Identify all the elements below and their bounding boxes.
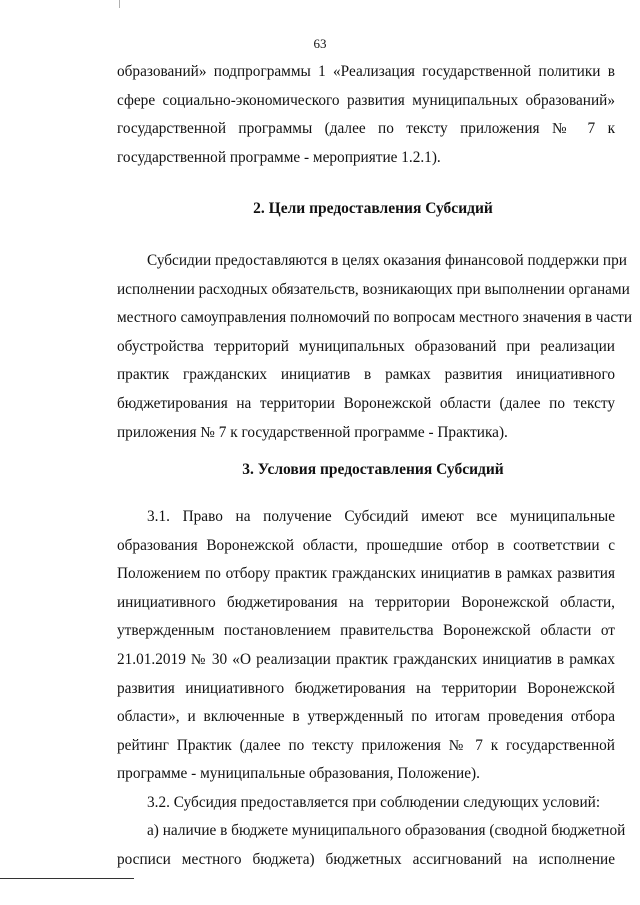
text-line: местного самоуправления полномочий по вопросам местного значения в части: [117, 309, 633, 327]
text-line: инициативного бюджетирования на территории Воронежской области,: [117, 593, 615, 611]
section-3-2-item-a: [117, 817, 626, 874]
text-line: Положением по отбору практик гражданских инициатив в рамках развития: [117, 565, 615, 583]
footnote-rule: [0, 878, 134, 879]
intro-paragraph: [117, 58, 615, 172]
text-line: 3.2. Субсидия предоставляется при соблюдении следующих условий:: [147, 794, 601, 811]
text-line: а) наличие в бюджете муниципального образования (сводной бюджетной: [147, 822, 626, 839]
text-line: приложения № 7 к государственной программе - Практика).: [117, 423, 508, 441]
text-line: 3.1. Право на получение Субсидий имеют все муниципальные: [147, 508, 615, 525]
text-line: государственной программе - мероприятие 1.2.1).: [117, 148, 441, 166]
text-line: утвержденным постановлением правительства Воронежской области от: [117, 622, 615, 640]
text-line: Субсидии предоставляются в целях оказания финансовой поддержки при: [147, 252, 627, 269]
text-line: образований» подпрограммы 1 «Реализация государственной политики в: [117, 63, 615, 80]
section-2-paragraph: [117, 247, 633, 447]
section-2-heading: 2. Цели предоставления Субсидий: [253, 200, 493, 217]
scan-mark: [119, 0, 120, 8]
text-line: исполнении расходных обязательств, возникающих при выполнении органами: [117, 280, 630, 298]
text-line: росписи местного бюджета) бюджетных ассигнований на исполнение: [117, 850, 615, 868]
text-line: обустройства территорий муниципальных образований при реализации: [117, 337, 615, 355]
text-line: области», и включенные в утвержденный по итогам проведения отбора: [117, 708, 615, 726]
text-line: бюджетирования на территории Воронежской области (далее по тексту: [117, 394, 615, 412]
section-3-2-paragraph: [117, 789, 615, 818]
text-line: развития инициативного бюджетирования на территории Воронежской: [117, 679, 615, 697]
page-number: 63: [313, 36, 327, 51]
text-line: практик гражданских инициатив в рамках развития инициативного: [117, 366, 615, 384]
text-line: программе - муниципальные образования, Положение).: [117, 765, 480, 783]
text-line: образования Воронежской области, прошедшие отбор в соответствии с: [117, 536, 615, 554]
section-3-1-paragraph: [117, 503, 615, 789]
text-line: сфере социально-экономического развития муниципальных образований»: [117, 91, 615, 109]
text-line: 21.01.2019 № 30 «О реализации практик гражданских инициатив в рамках: [117, 650, 615, 668]
section-3-heading: 3. Условия предоставления Субсидий: [242, 461, 504, 478]
text-line: государственной программы (далее по тексту приложения № 7 к: [117, 120, 615, 138]
text-line: рейтинг Практик (далее по тексту приложения № 7 к государственной: [117, 736, 615, 754]
